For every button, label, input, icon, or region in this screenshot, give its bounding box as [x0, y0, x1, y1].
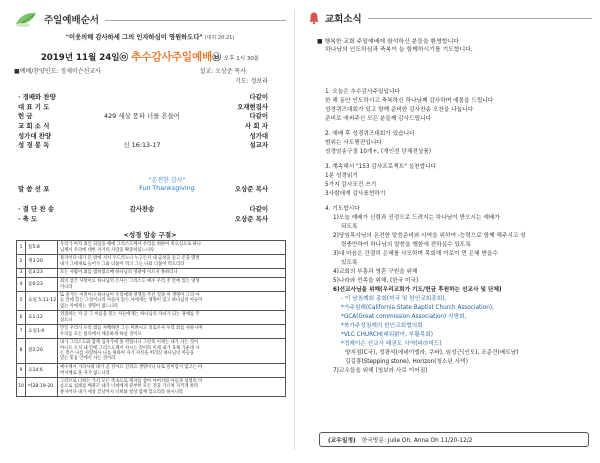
- table-row: 6 요1:12 영접하는 자 곧 그 이름을 믿는 자들에게는 하나님의 자녀가 되는 권세를 주 셨으니: [17, 311, 286, 325]
- table-row: 8 갈2:20 내가 그리스도와 함께 십자가에 못 박혔나니 그런즉 이제는 내가 사는 것이 아니요 오직 내 안에 그리스도께서 사시는 것이라 이제 내가 육체 가운데 사 는 것은 나를 사랑하사 나를 위하여 자기 자신을 버리신 하나님의 아들을 믿는 믿음 안에서 사는 것이라: [17, 339, 286, 364]
- welcome-line: 하나님의 인도하심과 축복이 늘 함께하시기를 기도합니다.: [325, 47, 473, 54]
- news-list: [325, 88, 587, 382]
- worship-order-title: 주일예배순서: [44, 15, 100, 26]
- table-row: 1 롬5:8 우리가 아직 죄인 되었을 때에 그리스도께서 우리를 위하여 죽으심으로 하나 님께서 우리에 대한 자기의 사랑을 확증하셨느니라: [17, 241, 286, 255]
- church-news-title: 교회소식: [325, 14, 362, 25]
- prayer-leader: 기도: 정보라: [235, 78, 268, 85]
- member-schedule-text: 한국방문: Julie Oh, Anna Oh 11/20-12/2: [361, 438, 473, 444]
- order-row: · 결 단 찬 송 감사찬송 다같이: [18, 205, 268, 214]
- welcome-line: ■ 행복한 교회 주일예배에 참석하신 분들을 환영합니다: [317, 39, 459, 45]
- table-row: 5 요일 5:11-12 또 증거는 이것이니 하나님이 우리에게 영생을 주신 것과 이 생명이 그의 아 들 안에 있는 그것이니라 아들이 있는 자에게는 생명이 있고 하나님의 아들이 없는 자에게는 생명이 없느니라: [17, 292, 286, 311]
- worship-order-header: [14, 8, 286, 30]
- church-news-header: [307, 8, 592, 28]
- service-mark: ㉥: [212, 53, 221, 63]
- day-mark: ㉧: [119, 53, 129, 63]
- order-row: · 축 도 오상준 목사: [18, 214, 268, 223]
- news-item: 3. 계속해서 "153 감사프로젝트" 실천합니다 1분 성경읽기 5가지 감사조건 쓰기 3사람에게 감사표현하기: [325, 164, 437, 197]
- sermon-title-korean: "온전한 감사": [148, 177, 186, 184]
- preacher: 설교: 오상준 목사: [199, 68, 246, 75]
- theme-quote: [14, 32, 286, 41]
- sermon-row: [14, 184, 286, 193]
- service-time: 오후 1시 30분: [223, 56, 260, 62]
- bell-icon: [307, 11, 321, 25]
- sermon-title-english: Full Thanksgiving: [139, 184, 195, 192]
- verses-title: <성경 암송 구절>: [123, 231, 177, 239]
- service-prayer: [14, 76, 286, 85]
- theme-quote-text: "이웃의해 감사하세 그의 인자하심이 영원하도다": [65, 34, 203, 41]
- sermon-item: 말 씀 선 포: [18, 185, 50, 193]
- page-fold: [294, 10, 295, 450]
- worship-leader: ■예배/찬양인도: 정제이슨선교사: [14, 68, 101, 75]
- church-news-page: [307, 8, 592, 458]
- service-date: 2019년 11월 24일: [40, 53, 120, 63]
- order-row: 성가대 찬양 성가대: [18, 131, 268, 140]
- member-schedule-label: (교우일정): [328, 438, 356, 444]
- order-row: 성 경 봉 독 신 16:13-17 설교자: [18, 141, 268, 150]
- header-divider: [368, 18, 592, 19]
- table-row: 2 계3:20 볼지어다 내가 문 밖에 서서 두드리노니 누구든지 내 음성을 듣고 문을 열면 내가 그에게로 들어가 그와 더불어 먹고 그는 나와 더불어 먹으리라: [17, 255, 286, 269]
- table-row: 3 롬3:23 모든 사람이 죄를 범하였으매 하나님의 영광에 이르지 못하더니: [17, 269, 286, 278]
- order-row: 대 표 기 도 오재현집사: [18, 102, 268, 111]
- leaf-icon: [14, 10, 40, 28]
- order-row: · 경배와 찬양 다같이: [18, 93, 268, 102]
- sermon-who: 오상준 목사: [234, 185, 268, 193]
- member-schedule-box: [319, 432, 589, 447]
- table-row: 9 요14:6 예수께서 가라사대 내가 곧 길이요 진리요 생명이니 나로 말미암지 않고는 아 버지께로 올 자가 없느니라: [17, 364, 286, 378]
- table-row: 10 마28:19-20 그러므로 너희는 가서 모든 족속으로 제자를 삼아 아버지와 아들과 성령의 이 름으로 침례를 베풀고 내가 너희에게 분부한 모든 것을 가르쳐 지키게 하라 볼지어다 내가 세상 끝날까지 너희와 항상 함께 있으리라 하시니라: [17, 378, 286, 397]
- theme-quote-ref: (대하 20:21): [204, 35, 235, 41]
- order-row: 교 회 소 식 사 회 자: [18, 122, 268, 131]
- order-of-service: [14, 92, 286, 150]
- service-name: 추수감사주일예배: [131, 51, 213, 63]
- service-leaders: [14, 66, 286, 75]
- welcome-message: [317, 38, 587, 54]
- worship-order-page: [14, 8, 286, 458]
- service-dateline: [14, 49, 286, 64]
- closing-order: [14, 204, 286, 223]
- news-item: 1. 오늘은 추수감사주일입니다 한 해 동안 인도하시고 축복하신 하나님께 감사하며 예물을 드립니다 성경퀴즈대회가 있고 함께 준비한 감사찬송 오찬을 나눕니다 준비로 애써주신 모든 분들께 감사드립니다: [325, 89, 494, 122]
- table-row: 7 요일1:9 만일 우리가 우리 죄를 자백하면 그는 미쁘시고 의로우사 우리 죄를 사하시며 우리를 모든 불의에서 깨끗하게 하실 것이요: [17, 325, 286, 339]
- news-item: 2. 예배 후 성경퀴즈대회가 있습니다 범위는 사도행전입니다 성경암송구절 10개+, (개인전 단체전상품): [325, 131, 432, 155]
- order-row: 헌 금 429 세상 풍파 너를 흔들어 다같이: [18, 112, 268, 121]
- memory-verses-table: [16, 240, 286, 397]
- table-row: 4 롬6:23 죄의 삯은 사망이요 하나님의 은사는 그리스도 예수 우리 주 안에 있는 영생 이니라: [17, 278, 286, 292]
- header-divider: [105, 20, 286, 21]
- news-item: 4. 기도합시다 1)오늘 예배가 신령과 진정으로 드려지는 하나님이 받으시는 예배가 되도록 2)당임목사님의 온전한 말씀준비와 사역을 위하여 -능력으로 함께 해주시고 성 령충만하여 하나님의 말씀을 행함에 전하실수 있도록 3)내 마음은 간절히 은혜를 사모하며 목회해 이로이 먼 은혜 받을수 있도록 4)교회의 부흥과 영혼 구원을 위해 5)나라와 민족을 위해, (한국 미국) 6)선교사님을 위해(우리교회가 기도/헌금 후원하는 선교사 및 단체) - 이 남침례회 총회(미국 및 한인교회총회), *가주침례(California State Baptist Church Association), *GCA(Great commission Association) 지방회, *북가주성침례의 한인교회협의회 *VLC CHURCH(래워맑아, 부활목회) *정제이슨 선교사 태권도 사역(파라미드) 양지점(C국), 정광석(에네이엘라, 쿠바), 임성근(인도), 조준건(베트남) 김길흥(Stepping stone), Horizon(청소년 사역) 7)교우들을 위해 (청보라 사로 이어짐): [325, 206, 526, 374]
